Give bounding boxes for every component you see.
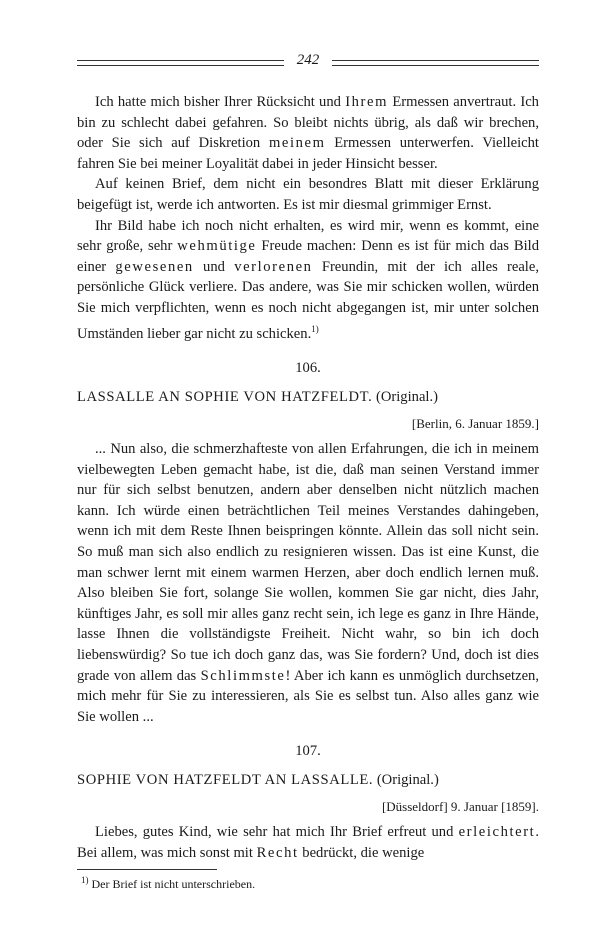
header-rule-left xyxy=(77,60,284,66)
letter-107-number: 107. xyxy=(295,743,321,760)
letter-107-date: [Düsseldorf] 9. Januar [1859]. xyxy=(381,799,539,815)
paragraph-1: Ich hatte mich bisher Ihrer Rücksicht und Ihrem Ermessen anvertraut. Ich bin zu schlecht dabei gefahren. So bleibt nichts übrig, als daß wir brechen, oder Sie sich auf Diskretion meinem Ermessen unterwerfen. Vielleicht fahren Sie bei meiner Loyalität dabei in jeder Hinsicht besser. xyxy=(77,94,539,172)
header-rule-right xyxy=(332,60,539,66)
paragraph-2: Auf keinen Brief, dem nicht ein besondres Blatt mit dieser Erklärung beigefügt ist, werde ich antworten. Es ist mir diesmal grimmiger Ernst. xyxy=(77,176,539,213)
letter-106-title: LASSALLE AN SOPHIE VON HATZFELDT. (Original.) xyxy=(77,388,438,405)
book-page xyxy=(77,52,539,892)
letter-107-title: SOPHIE VON HATZFELDT AN LASSALLE. (Original.) xyxy=(77,772,439,789)
letter-107-body: Liebes, gutes Kind, wie sehr hat mich Ihr Brief erfreut und erleichtert. Bei allem, was mich sonst mit Recht bedrückt, die wenige xyxy=(77,824,539,861)
page-number: 242 xyxy=(296,52,320,68)
page-header xyxy=(77,52,539,74)
paragraph-3: Ihr Bild habe ich noch nicht erhalten, es wird mir, wenn es kommt, eine sehr große, sehr wehmütige Freude machen: Denn es ist für mich das Bild einer gewesenen und verlorenen Freundin, mit der ich alles reale, persönliche Glück verliere. Das andere, was Sie mir schicken wollen, würden Sie mich verpflichten, wenn es noch nicht abgegangen ist, mir unter solchen Umständen lieber gar nicht zu schicken.$^{1)}$ xyxy=(77,217,540,342)
footnote-rule xyxy=(77,869,217,870)
footnote-ref: 1) xyxy=(311,323,319,334)
letter-106-body: ... Nun also, die schmerzhafteste von allen Erfahrungen, die ich in meinem vielbewegten Leben gemacht habe, ist die, daß man seinen Verstand immer nur für sich selbst benutzen, andern aber denselben nicht nützlich machen kann. Ich würde einen beträchtlichen Teil meines Verstandes dahingeben, wenn ich mit dem Reste Ihnen beispringen könnte. Allein das soll nicht sein. So muß man sich also endlich zu resignieren wissen. Das ist eine Kunst, die man schwer lernt mit einem warmen Herzen, aber doch endlich lernen muß. Also bleiben Sie fort, solange Sie wollen, kommen Sie gar nicht, dies Jahr, künftiges Jahr, es soll mir alles ganz recht sein, ich lege es ganz in Ihre Hände, lasse Ihnen die vollständigste Freiheit. Nicht wahr, so bin ich doch liebenswürdig? So tue ich doch ganz das, was Sie fordern? Und, doch ist dies grade von allem das Schlimmste! Aber ich kann es unmöglich durchsetzen, mich mehr für Sie zu interessieren, als Sie es selbst tun. Also alles ganz wie Sie wollen ... xyxy=(77,440,539,725)
letter-106-number: 106. xyxy=(295,359,321,376)
footnote: $^{1)}$ Der Brief ist nicht unterschrieben. xyxy=(81,875,256,892)
letter-106-date: [Berlin, 6. Januar 1859.] xyxy=(411,415,539,431)
